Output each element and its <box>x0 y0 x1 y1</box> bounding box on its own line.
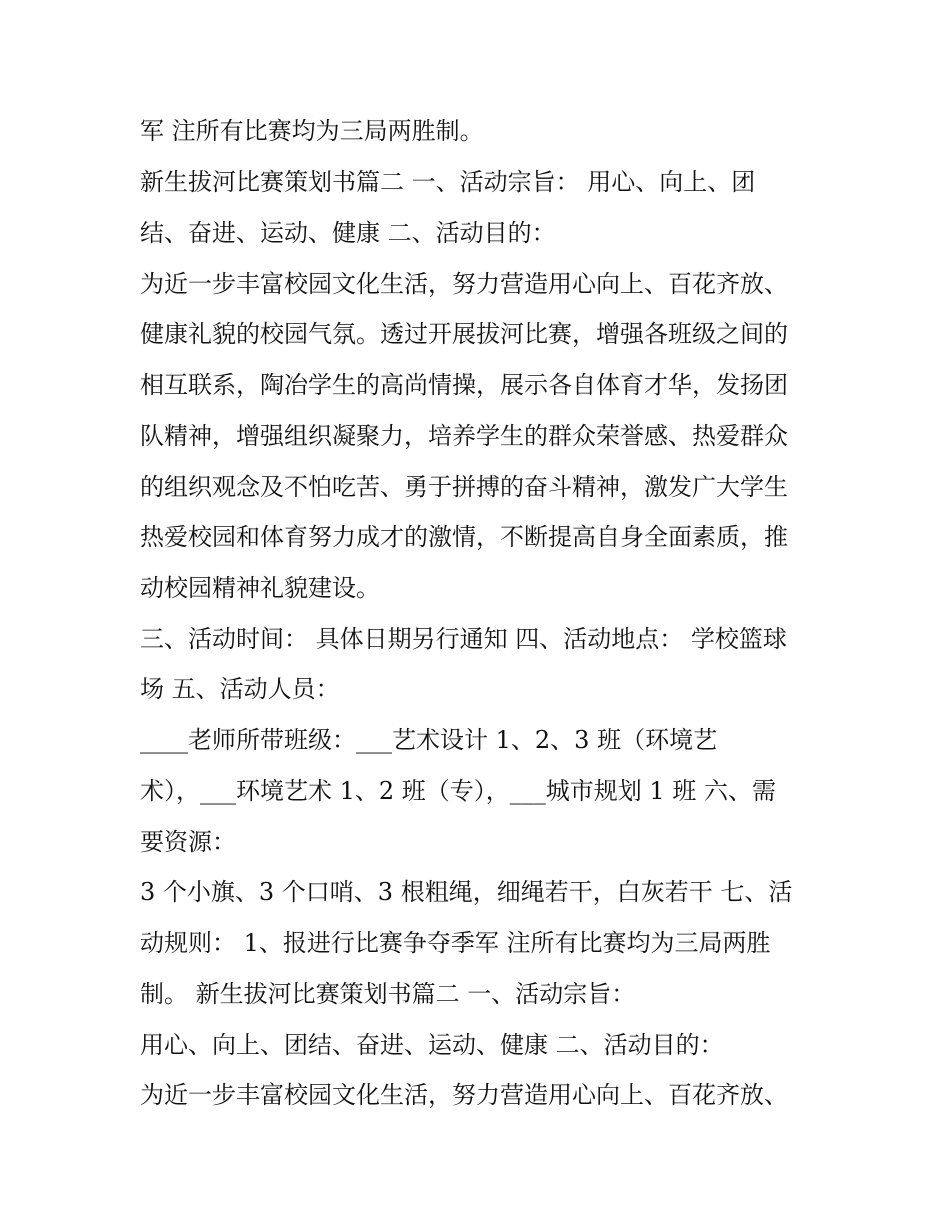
text-line: 3 个小旗、3 个口哨、3 根粗绳，细绳若干，白灰若干 七、活 <box>140 878 793 906</box>
text-line: 热爱校园和体育努力成才的激情，不断提高自身全面素质，推 <box>140 523 788 551</box>
text-line: 军 注所有比赛均为三局两胜制。 <box>140 117 484 145</box>
text-line: 三、活动时间： 具体日期另行通知 四、活动地点： 学校篮球 <box>140 625 787 653</box>
text-line: 队精神，增强组织凝聚力，培养学生的群众荣誉感、热爱群众 <box>140 422 788 450</box>
text-line: 的组织观念及不怕吃苦、勇于拼搏的奋斗精神，激发广大学生 <box>140 473 788 501</box>
text-line: ____老师所带班级：___艺术设计 1、2、3 班（环境艺 <box>140 726 718 754</box>
text-line: 为近一步丰富校园文化生活，努力营造用心向上、百花齐放、 <box>140 270 788 298</box>
text-line: 术），___环境艺术 1、2 班（专），___城市规划 1 班 六、需 <box>140 777 776 805</box>
text-line: 相互联系，陶冶学生的高尚情操，展示各自体育才华，发扬团 <box>140 371 788 399</box>
text-line: 结、奋进、运动、健康 二、活动目的： <box>140 219 556 247</box>
text-line: 要资源： <box>140 828 236 856</box>
text-line: 制。 新生拔河比赛策划书篇二 一、活动宗旨： <box>140 980 636 1008</box>
text-line: 新生拔河比赛策划书篇二 一、活动宗旨： 用心、向上、团 <box>140 168 756 196</box>
text-line: 动校园精神礼貌建设。 <box>140 574 380 602</box>
text-line: 场 五、活动人员： <box>140 675 340 703</box>
text-line: 动规则： 1、报进行比赛争夺季军 注所有比赛均为三局两胜 <box>140 929 771 957</box>
text-line: 用心、向上、团结、奋进、运动、健康 二、活动目的： <box>140 1031 724 1059</box>
text-line: 健康礼貌的校园气氛。透过开展拔河比赛，增强各班级之间的 <box>140 320 788 348</box>
text-line: 为近一步丰富校园文化生活，努力营造用心向上、百花齐放、 <box>140 1081 788 1109</box>
